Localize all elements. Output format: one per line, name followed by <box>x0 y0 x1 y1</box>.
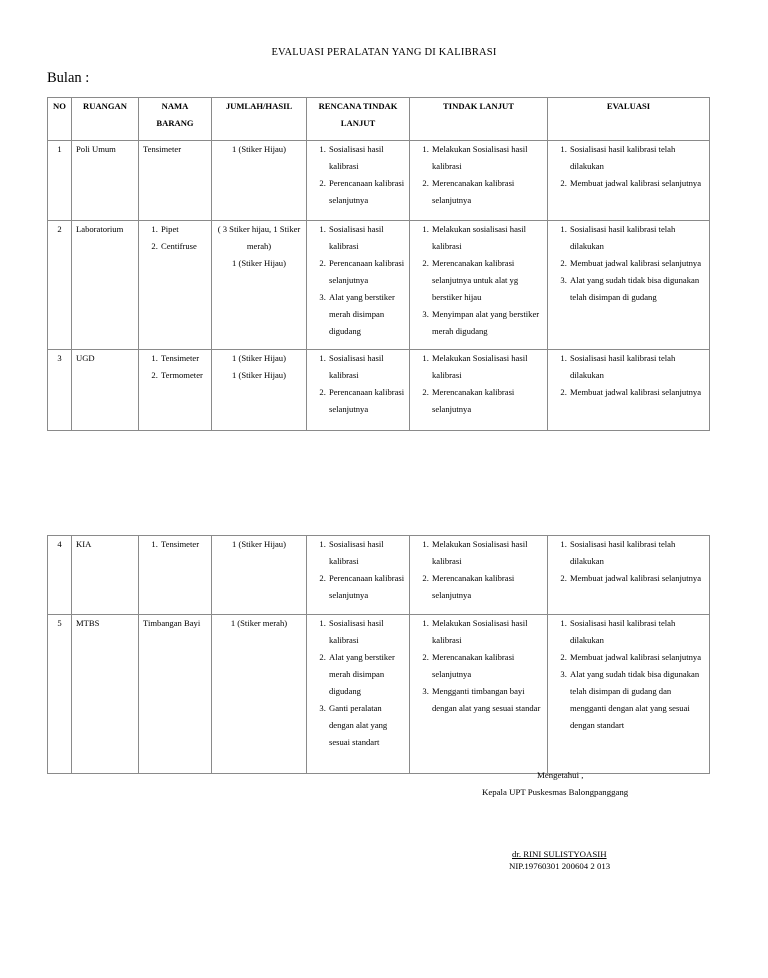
list-item: 3. Alat yang sudah tidak bisa digunakan telah disimpan di gudang <box>569 272 705 306</box>
list-item: 1. Sosialisasi hasil kalibrasi telah dilakukan <box>569 141 705 175</box>
ruangan-cell: Poli Umum <box>72 141 139 221</box>
list-item: 2. Merencanakan kalibrasi selanjutnya <box>431 175 543 209</box>
nama-barang-cell <box>139 536 212 615</box>
list-item: 1. Pipet <box>160 221 207 238</box>
jumlah-hasil-line: 1 (Stiker merah) <box>230 618 288 628</box>
tindak-lanjut-list <box>414 536 543 604</box>
list-item: 2. Termometer <box>160 367 207 384</box>
list-item: 3. Alat yang sudah tidak bisa digunakan telah disimpan di gudang dan mengganti dengan alat yang sesuai dengan standart <box>569 666 705 734</box>
evaluation-table-page-2 <box>47 535 710 774</box>
document-title: EVALUASI PERALATAN YANG DI KALIBRASI <box>271 47 497 58</box>
signature-nip: NIP.19760301 200604 2 013 <box>509 861 611 871</box>
evaluasi-cell <box>548 615 710 774</box>
evaluasi-list <box>552 350 705 401</box>
nama-barang-line: Tensimeter <box>143 144 182 154</box>
jumlah-hasil-line: 1 (Stiker Hijau) <box>232 353 286 363</box>
ruangan-cell: UGD <box>72 350 139 431</box>
tindak-lanjut-cell <box>410 615 548 774</box>
tindak-lanjut-list <box>414 615 543 717</box>
list-item: 1. Sosialisasi hasil kalibrasi <box>328 350 405 384</box>
nama-barang-list <box>143 536 207 553</box>
header-no: NO <box>48 98 72 141</box>
jumlah-hasil-line: ( 3 Stiker hijau, 1 Stiker merah) <box>217 224 301 251</box>
list-item: 1. Melakukan Sosialisasi hasil kalibrasi <box>431 141 543 175</box>
table-row <box>48 221 710 350</box>
list-item: 2. Centifruse <box>160 238 207 255</box>
list-item: 1. Sosialisasi hasil kalibrasi <box>328 615 405 649</box>
table-row <box>48 141 710 221</box>
evaluasi-cell <box>548 141 710 221</box>
tindak-lanjut-cell <box>410 350 548 431</box>
evaluasi-cell <box>548 350 710 431</box>
header-nama-barang: NAMA BARANG <box>139 98 212 141</box>
tindak-lanjut-cell <box>410 141 548 221</box>
rencana-tindak-lanjut-cell <box>307 141 410 221</box>
signature-name: dr. RINI SULISTYOASIH <box>512 849 607 859</box>
list-item: 1. Sosialisasi hasil kalibrasi telah dilakukan <box>569 615 705 649</box>
nama-barang-list <box>143 350 207 384</box>
list-item: 1. Tensimeter <box>160 350 207 367</box>
tindak-lanjut-list <box>414 350 543 418</box>
row-number: 2 <box>48 221 72 350</box>
list-item: 1. Melakukan Sosialisasi hasil kalibrasi <box>431 536 543 570</box>
list-item: 1. Sosialisasi hasil kalibrasi telah dilakukan <box>569 221 705 255</box>
list-item: 1. Tensimeter <box>160 536 207 553</box>
table-header-row <box>48 98 710 141</box>
evaluasi-list <box>552 615 705 734</box>
jumlah-hasil-cell <box>212 615 307 774</box>
list-item: 2. Alat yang berstiker merah disimpan digudang <box>328 649 405 700</box>
list-item: 2. Merencanakan kalibrasi selanjutnya untuk alat yg berstiker hijau <box>431 255 543 306</box>
header-tindak-lanjut: TINDAK LANJUT <box>410 98 548 141</box>
rencana-tindak-lanjut-cell <box>307 350 410 431</box>
list-item: 1. Sosialisasi hasil kalibrasi telah dilakukan <box>569 536 705 570</box>
ruangan-cell: KIA <box>72 536 139 615</box>
list-item: 1. Sosialisasi hasil kalibrasi <box>328 536 405 570</box>
list-item: 2. Perencanaan kalibrasi selanjutnya <box>328 384 405 418</box>
table-row <box>48 536 710 615</box>
evaluasi-cell <box>548 221 710 350</box>
list-item: 2. Membuat jadwal kalibrasi selanjutnya <box>569 649 705 666</box>
evaluasi-cell <box>548 536 710 615</box>
rencana-list <box>311 221 405 340</box>
nama-barang-cell <box>139 141 212 221</box>
rencana-list <box>311 350 405 418</box>
rencana-list <box>311 615 405 751</box>
tindak-lanjut-cell <box>410 536 548 615</box>
table-row <box>48 350 710 431</box>
list-item: 2. Merencanakan kalibrasi selanjutnya <box>431 384 543 418</box>
list-item: 3. Menyimpan alat yang berstiker merah digudang <box>431 306 543 340</box>
rencana-list <box>311 141 405 209</box>
list-item: 3. Alat yang berstiker merah disimpan digudang <box>328 289 405 340</box>
signature-role: Kepala UPT Puskesmas Balongpanggang <box>482 787 629 797</box>
list-item: 2. Membuat jadwal kalibrasi selanjutnya <box>569 175 705 192</box>
list-item: 1. Sosialisasi hasil kalibrasi telah dilakukan <box>569 350 705 384</box>
month-label: Bulan : <box>47 70 90 86</box>
row-number: 3 <box>48 350 72 431</box>
evaluation-table-page-1 <box>47 97 710 431</box>
list-item: 3. Mengganti timbangan bayi dengan alat yang sesuai standar <box>431 683 543 717</box>
list-item: 1. Sosialisasi hasil kalibrasi <box>328 141 405 175</box>
jumlah-hasil-cell <box>212 350 307 431</box>
list-item: 3. Ganti peralatan dengan alat yang sesuai standart <box>328 700 405 751</box>
jumlah-hasil-cell <box>212 536 307 615</box>
jumlah-hasil-line: 1 (Stiker Hijau) <box>232 370 286 380</box>
tindak-lanjut-list <box>414 141 543 209</box>
tindak-lanjut-cell <box>410 221 548 350</box>
jumlah-hasil-line: 1 (Stiker Hijau) <box>232 144 286 154</box>
jumlah-hasil-line: 1 (Stiker Hijau) <box>232 258 286 268</box>
list-item: 2. Membuat jadwal kalibrasi selanjutnya <box>569 570 705 587</box>
signature-known-label: Mengetahui , <box>537 770 584 780</box>
list-item: 2. Merencanakan kalibrasi selanjutnya <box>431 649 543 683</box>
nama-barang-line: Timbangan Bayi <box>143 618 201 628</box>
nama-barang-cell <box>139 350 212 431</box>
list-item: 2. Perencanaan kalibrasi selanjutnya <box>328 570 405 604</box>
evaluasi-list <box>552 141 705 192</box>
list-item: 1. Sosialisasi hasil kalibrasi <box>328 221 405 255</box>
list-item: 1. Melakukan Sosialisasi hasil kalibrasi <box>431 615 543 649</box>
ruangan-cell: MTBS <box>72 615 139 774</box>
header-ruangan: RUANGAN <box>72 98 139 141</box>
header-rencana-tindak-lanjut: RENCANA TINDAK LANJUT <box>307 98 410 141</box>
row-number: 5 <box>48 615 72 774</box>
tindak-lanjut-list <box>414 221 543 340</box>
rencana-tindak-lanjut-cell <box>307 536 410 615</box>
list-item: 2. Membuat jadwal kalibrasi selanjutnya <box>569 255 705 272</box>
evaluasi-list <box>552 536 705 587</box>
rencana-tindak-lanjut-cell <box>307 221 410 350</box>
jumlah-hasil-line: 1 (Stiker Hijau) <box>232 539 286 549</box>
row-number: 4 <box>48 536 72 615</box>
list-item: 2. Membuat jadwal kalibrasi selanjutnya <box>569 384 705 401</box>
rencana-tindak-lanjut-cell <box>307 615 410 774</box>
header-evaluasi: EVALUASI <box>548 98 710 141</box>
row-number: 1 <box>48 141 72 221</box>
rencana-list <box>311 536 405 604</box>
list-item: 1. Melakukan Sosialisasi hasil kalibrasi <box>431 350 543 384</box>
list-item: 1. Melakukan sosialisasi hasil kalibrasi <box>431 221 543 255</box>
table-row <box>48 615 710 774</box>
evaluasi-list <box>552 221 705 306</box>
nama-barang-list <box>143 221 207 255</box>
list-item: 2. Merencanakan kalibrasi selanjutnya <box>431 570 543 604</box>
list-item: 2. Perencanaan kalibrasi selanjutnya <box>328 175 405 209</box>
list-item: 2. Perencanaan kalibrasi selanjutnya <box>328 255 405 289</box>
jumlah-hasil-cell <box>212 141 307 221</box>
nama-barang-cell <box>139 615 212 774</box>
header-jumlah-hasil: JUMLAH/HASIL <box>212 98 307 141</box>
jumlah-hasil-cell <box>212 221 307 350</box>
nama-barang-cell <box>139 221 212 350</box>
ruangan-cell: Laboratorium <box>72 221 139 350</box>
